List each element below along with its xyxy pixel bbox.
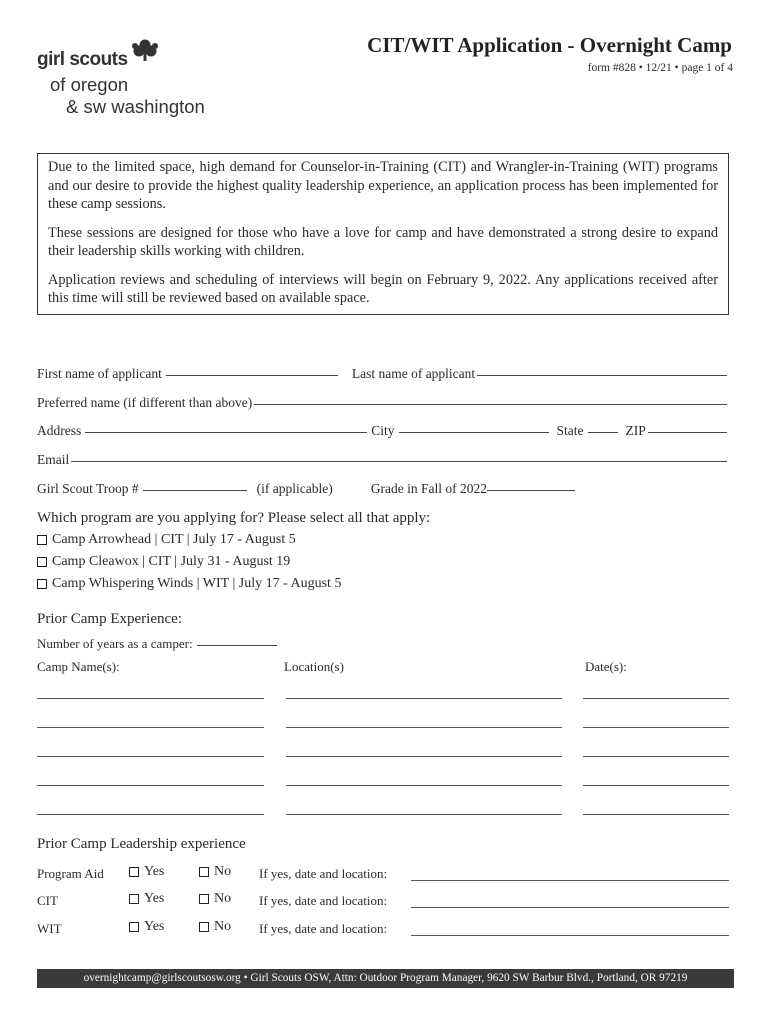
date-header: Date(s): (585, 659, 627, 674)
grade-label: Grade in Fall of 2022 (370, 481, 487, 496)
checkbox-icon[interactable] (199, 867, 209, 877)
location-field[interactable] (286, 756, 562, 757)
name-row (37, 366, 729, 382)
role-label: Program Aid (37, 866, 104, 881)
last-name-field[interactable] (477, 375, 727, 376)
date-field[interactable] (583, 756, 729, 757)
camp-name-field[interactable] (37, 814, 264, 815)
first-name-field[interactable] (166, 375, 338, 376)
detail-label: If yes, date and location: (259, 893, 388, 908)
date-field[interactable] (583, 814, 729, 815)
checkbox-icon[interactable] (129, 894, 139, 904)
intro-paragraph: These sessions are designed for those who have a love for camp and have demonstrated a strong desire to expand their leadership skills working with children. (48, 224, 718, 259)
camp-name-field[interactable] (37, 727, 264, 728)
intro-paragraph: Due to the limited space, high demand for Counselor-in-Training (CIT) and Wrangler-in-Training (WIT) programs and our desire to provide the highest quality leadership experience, an application process has been implemented for these camp sessions. (48, 159, 718, 212)
state-field[interactable] (588, 432, 618, 433)
detail-field[interactable] (411, 880, 729, 881)
checkbox-icon[interactable] (129, 867, 139, 877)
city-field[interactable] (399, 432, 549, 433)
logo-line1: girl scouts (37, 49, 128, 70)
role-label: WIT (37, 921, 62, 936)
location-field[interactable] (286, 814, 562, 815)
checkbox-icon[interactable] (129, 922, 139, 932)
checkbox-icon[interactable] (37, 579, 47, 589)
zip-field[interactable] (648, 432, 727, 433)
first-name-label: First name of applicant (37, 366, 162, 381)
camp-name-field[interactable] (37, 756, 264, 757)
email-field[interactable] (71, 461, 727, 462)
grade-field[interactable] (487, 490, 575, 491)
no-label: No (214, 891, 232, 906)
no-option[interactable] (199, 919, 231, 935)
intro-box (37, 153, 729, 315)
leadership-heading: Prior Camp Leadership experience (37, 836, 246, 852)
address-field[interactable] (85, 432, 367, 433)
org-logo (37, 36, 237, 126)
program-option[interactable] (37, 532, 296, 548)
program-option-label: Camp Cleawox | CIT | July 31 - August 19 (52, 554, 291, 569)
years-field[interactable] (197, 645, 277, 646)
years-label: Number of years as a camper: (37, 636, 193, 651)
location-field[interactable] (286, 785, 562, 786)
detail-label: If yes, date and location: (259, 921, 388, 936)
yes-option[interactable] (129, 919, 164, 935)
yes-label: Yes (144, 919, 165, 934)
yes-label: Yes (144, 891, 165, 906)
last-name-label: Last name of applicant (351, 366, 476, 381)
footer-bar: overnightcamp@girlscoutsosw.org • Girl Scouts OSW, Attn: Outdoor Program Manager, 9620 SW Barbur Blvd., Portland, OR 97219 (37, 969, 734, 988)
role-label: CIT (37, 893, 58, 908)
troop-label: Girl Scout Troop # (37, 481, 139, 496)
preferred-name-label: Preferred name (if different than above) (37, 395, 253, 410)
email-row (37, 452, 729, 468)
program-option-label: Camp Whispering Winds | WIT | July 17 - August 5 (52, 576, 342, 591)
address-label: Address (37, 423, 82, 438)
date-field[interactable] (583, 727, 729, 728)
preferred-name-field[interactable] (254, 404, 727, 405)
logo-line2: of oregon (50, 74, 129, 95)
troop-field[interactable] (143, 490, 247, 491)
location-field[interactable] (286, 727, 562, 728)
no-label: No (214, 919, 232, 934)
checkbox-icon[interactable] (199, 922, 209, 932)
intro-paragraph: Application reviews and scheduling of interviews will begin on February 9, 2022. Any applications received after this time will still be reviewed based on available space. (48, 271, 718, 306)
checkbox-icon[interactable] (37, 535, 47, 545)
detail-field[interactable] (411, 907, 729, 908)
state-label: State (556, 423, 584, 438)
location-header: Location(s) (284, 659, 344, 674)
no-option[interactable] (199, 864, 231, 880)
email-label: Email (37, 452, 70, 467)
checkbox-icon[interactable] (37, 557, 47, 567)
yes-option[interactable] (129, 864, 164, 880)
preferred-row (37, 395, 729, 411)
troop-note: (if applicable) (256, 481, 333, 496)
zip-label: ZIP (625, 423, 646, 438)
location-field[interactable] (286, 698, 562, 699)
program-option[interactable] (37, 554, 290, 570)
camp-name-field[interactable] (37, 698, 264, 699)
program-option-label: Camp Arrowhead | CIT | July 17 - August 5 (52, 532, 296, 547)
date-field[interactable] (583, 698, 729, 699)
camp-name-header: Camp Name(s): (37, 659, 120, 674)
program-option[interactable] (37, 576, 341, 592)
years-row (37, 636, 281, 652)
no-label: No (214, 864, 232, 879)
detail-field[interactable] (411, 935, 729, 936)
camp-name-field[interactable] (37, 785, 264, 786)
troop-row (37, 481, 579, 497)
form-info: form #828 • 12/21 • page 1 of 4 (587, 62, 733, 74)
program-question: Which program are you applying for? Please select all that apply: (37, 510, 431, 526)
yes-label: Yes (144, 864, 165, 879)
date-field[interactable] (583, 785, 729, 786)
yes-option[interactable] (129, 891, 164, 907)
experience-heading: Prior Camp Experience: (37, 611, 182, 627)
no-option[interactable] (199, 891, 231, 907)
address-row (37, 423, 729, 439)
page-title: CIT/WIT Application - Overnight Camp (367, 33, 732, 57)
logo-line3: & sw washington (66, 96, 205, 117)
city-label: City (371, 423, 395, 438)
detail-label: If yes, date and location: (259, 866, 388, 881)
checkbox-icon[interactable] (199, 894, 209, 904)
